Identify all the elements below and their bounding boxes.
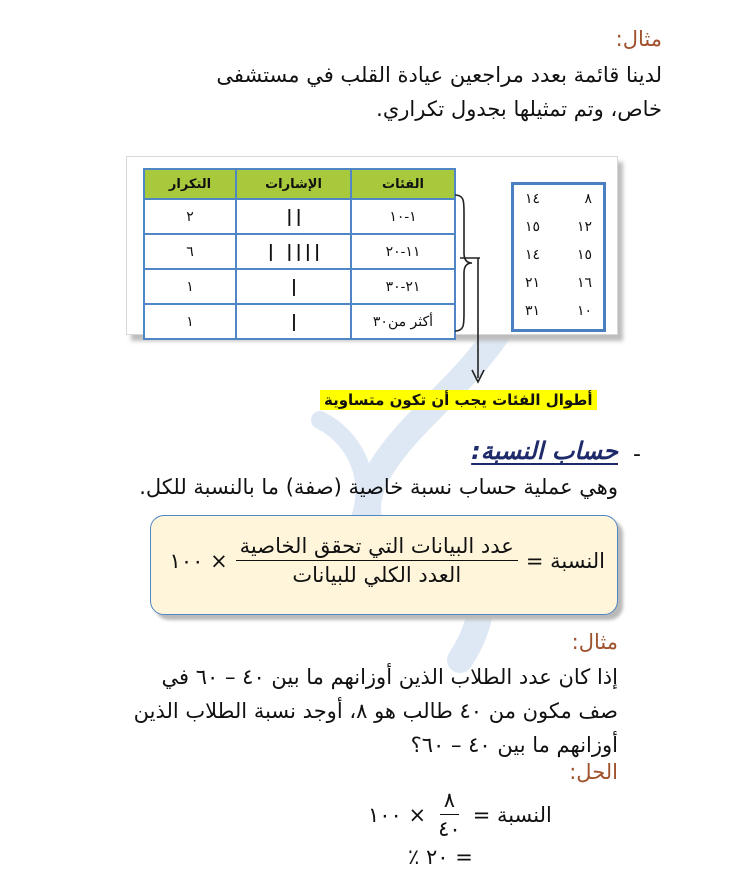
bullet-dash: -	[633, 442, 641, 467]
raw-value: ١٤	[525, 191, 541, 207]
header-tallies: الإشارات	[236, 169, 351, 199]
raw-value: ١٥	[525, 219, 541, 235]
frequency-cell: ١	[144, 304, 236, 339]
example1-label: مثال:	[615, 27, 662, 51]
raw-value: ٣١	[525, 303, 541, 319]
frequency-cell: ٢	[144, 199, 236, 234]
percentage-formula-box	[150, 515, 618, 615]
solution-result: = ٢٠ ٪	[408, 845, 473, 869]
example2-line3: أوزانهم ما بين ٤٠ – ٦٠؟	[410, 733, 618, 757]
frequency-cell: ٦	[144, 234, 236, 269]
connector-line	[460, 256, 490, 260]
formula-numerator: عدد البيانات التي تحقق الخاصية	[236, 534, 518, 561]
solution-row	[368, 788, 552, 841]
section-description: وهي عملية حساب نسبة خاصية (صفة) ما بالنسبة للكل.	[139, 475, 618, 499]
raw-value: ٨	[584, 191, 592, 207]
tally-cell: |||| |	[236, 234, 351, 269]
category-cell: ٢١-٣٠	[351, 269, 455, 304]
formula-multiplier: × ١٠٠	[169, 548, 228, 573]
table-row	[144, 269, 455, 304]
example2-label: مثال:	[571, 630, 618, 654]
category-cell: ١-١٠	[351, 199, 455, 234]
section-title: حساب النسبة:	[471, 437, 618, 465]
example1-text	[82, 58, 662, 126]
raw-data-row	[514, 269, 603, 297]
tally-cell: |	[236, 304, 351, 339]
table-row	[144, 234, 455, 269]
raw-value: ١٢	[576, 219, 592, 235]
solution-label: الحل:	[569, 760, 618, 784]
solution-denominator: ٤٠	[438, 817, 461, 841]
tally-cell: ||	[236, 199, 351, 234]
example1-line1: لدينا قائمة بعدد مراجعين عيادة القلب في مستشفى	[216, 63, 662, 87]
arrow-down-icon	[468, 256, 488, 386]
category-cell: أكثر من٣٠	[351, 304, 455, 339]
formula-lhs: النسبة =	[525, 548, 605, 573]
example1-line2: خاص، وتم تمثيلها بجدول تكراري.	[376, 97, 662, 121]
raw-data-row	[514, 213, 603, 241]
example2-line2: صف مكون من ٤٠ طالب هو ٨، أوجد نسبة الطلاب الذين	[133, 699, 618, 723]
raw-data-row	[514, 297, 603, 325]
frequency-table-figure	[126, 156, 618, 335]
raw-value: ١٦	[576, 275, 592, 291]
header-frequency: التكرار	[144, 169, 236, 199]
solution-lhs: النسبة =	[472, 802, 552, 827]
category-cell: ١١-٢٠	[351, 234, 455, 269]
tally-cell: |	[236, 269, 351, 304]
solution-fraction	[434, 788, 465, 841]
raw-value: ١٤	[525, 247, 541, 263]
raw-data-box	[511, 182, 606, 332]
equal-class-width-note: أطوال الفئات يجب أن تكون متساوية	[320, 390, 597, 410]
raw-data-row	[514, 241, 603, 269]
table-row	[144, 304, 455, 339]
raw-value: ٢١	[525, 275, 541, 291]
header-categories: الفئات	[351, 169, 455, 199]
raw-value: ١٥	[576, 247, 592, 263]
formula-denominator: العدد الكلي للبيانات	[292, 563, 462, 587]
frequency-cell: ١	[144, 269, 236, 304]
example2-line1: إذا كان عدد الطلاب الذين أوزانهم ما بين ٤٠ – ٦٠ في	[161, 665, 618, 689]
raw-data-row	[514, 185, 603, 213]
solution-multiplier: × ١٠٠	[368, 802, 427, 827]
example2-text	[78, 660, 618, 762]
solution-numerator: ٨	[440, 788, 459, 815]
formula-fraction	[236, 534, 518, 587]
frequency-table	[143, 168, 456, 340]
formula-row	[170, 534, 605, 587]
table-row	[144, 199, 455, 234]
raw-value: ١٠	[576, 303, 592, 319]
table-header-row	[144, 169, 455, 199]
